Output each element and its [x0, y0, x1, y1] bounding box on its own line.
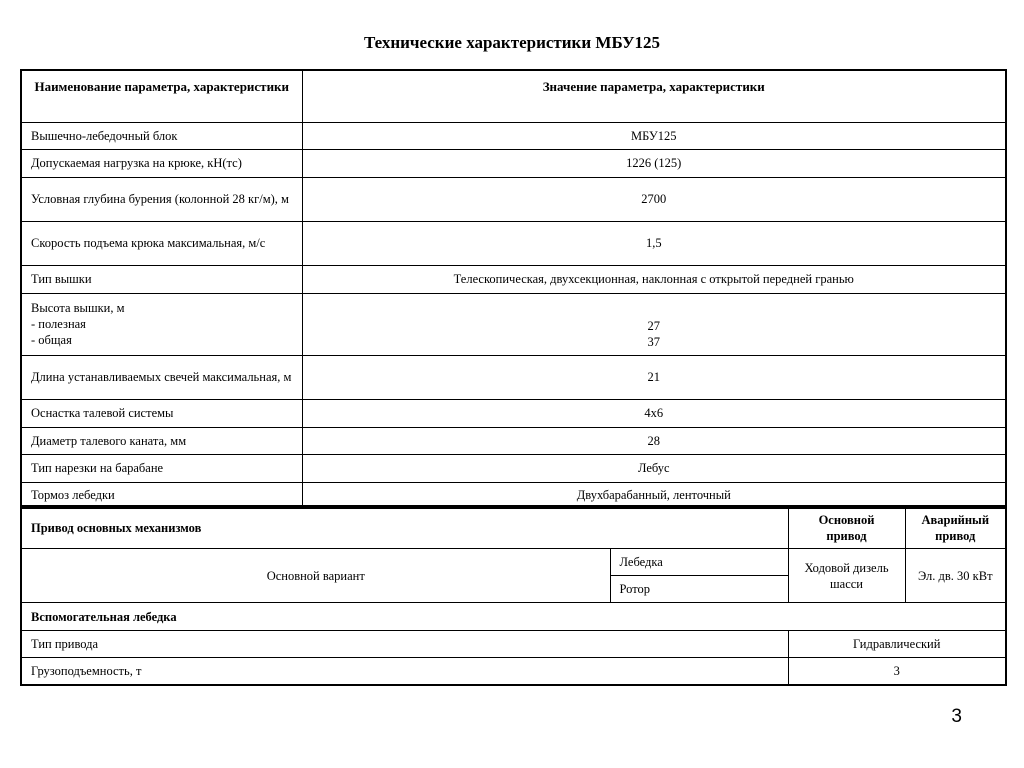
spec-table-header	[21, 70, 1006, 122]
base-variant-cell: Основной вариант	[21, 549, 610, 603]
param-cell: Длина устанавливаемых свечей максимальная, м	[21, 355, 302, 399]
winch-cell: Лебедка	[610, 549, 788, 576]
emergency-drive-value: Эл. дв. 30 кВт	[905, 549, 1006, 603]
table-row	[21, 293, 1006, 355]
param-column-header: Наименование параметра, характеристики	[21, 70, 302, 122]
table-row	[21, 149, 1006, 177]
value-cell: Телескопическая, двухсекционная, наклонная с открытой передней гранью	[302, 265, 1006, 293]
param-cell: Тип вышки	[21, 265, 302, 293]
aux-winch-header: Вспомогательная лебедка	[21, 603, 1006, 631]
main-mechanisms-header: Привод основных механизмов	[21, 507, 788, 549]
table-row	[21, 454, 1006, 482]
page-title: Технические характеристики МБУ125	[363, 33, 661, 52]
value-cell: 4х6	[302, 399, 1006, 427]
value-cell: Лебус	[302, 454, 1006, 482]
table-row	[21, 355, 1006, 399]
drive-header-row	[21, 507, 1006, 549]
param-cell: Условная глубина бурения (колонной 28 кг/м), м	[21, 177, 302, 221]
capacity-label: Грузоподъемность, т	[21, 658, 788, 685]
table-row	[21, 177, 1006, 221]
param-cell: Тормоз лебедки	[21, 482, 302, 508]
spec-table	[20, 69, 1007, 509]
drive-type-label: Тип привода	[21, 631, 788, 658]
main-drive-header: Основной привод	[788, 507, 905, 549]
value-cell: 1,5	[302, 221, 1006, 265]
table-row	[21, 221, 1006, 265]
param-cell: Вышечно-лебедочный блок	[21, 122, 302, 149]
table-row	[21, 399, 1006, 427]
drive-table	[20, 505, 1007, 686]
main-drive-value: Ходовой дизель шасси	[788, 549, 905, 603]
param-cell: Тип нарезки на барабане	[21, 454, 302, 482]
table-row	[21, 265, 1006, 293]
rotor-cell: Ротор	[610, 576, 788, 603]
value-cell: МБУ125	[302, 122, 1006, 149]
value-cell: 1226 (125)	[302, 149, 1006, 177]
capacity-value: 3	[788, 658, 1006, 685]
table-row	[21, 549, 1006, 576]
value-cell: 27 37	[302, 293, 1006, 355]
value-cell: 21	[302, 355, 1006, 399]
page-number: 3	[951, 706, 962, 727]
param-cell: Скорость подъема крюка максимальная, м/с	[21, 221, 302, 265]
param-cell: Диаметр талевого каната, мм	[21, 427, 302, 454]
value-cell: 2700	[302, 177, 1006, 221]
table-row	[21, 427, 1006, 454]
drive-type-value: Гидравлический	[788, 631, 1006, 658]
table-row	[21, 122, 1006, 149]
param-cell: Высота вышки, м - полезная - общая	[21, 293, 302, 355]
table-row	[21, 631, 1006, 658]
value-cell: Двухбарабанный, ленточный	[302, 482, 1006, 508]
param-cell: Оснастка талевой системы	[21, 399, 302, 427]
param-cell: Допускаемая нагрузка на крюке, кН(тс)	[21, 149, 302, 177]
table-row	[21, 658, 1006, 685]
value-cell: 28	[302, 427, 1006, 454]
table-row	[21, 603, 1006, 631]
value-column-header: Значение параметра, характеристики	[302, 70, 1006, 122]
emergency-drive-header: Аварийный привод	[905, 507, 1006, 549]
